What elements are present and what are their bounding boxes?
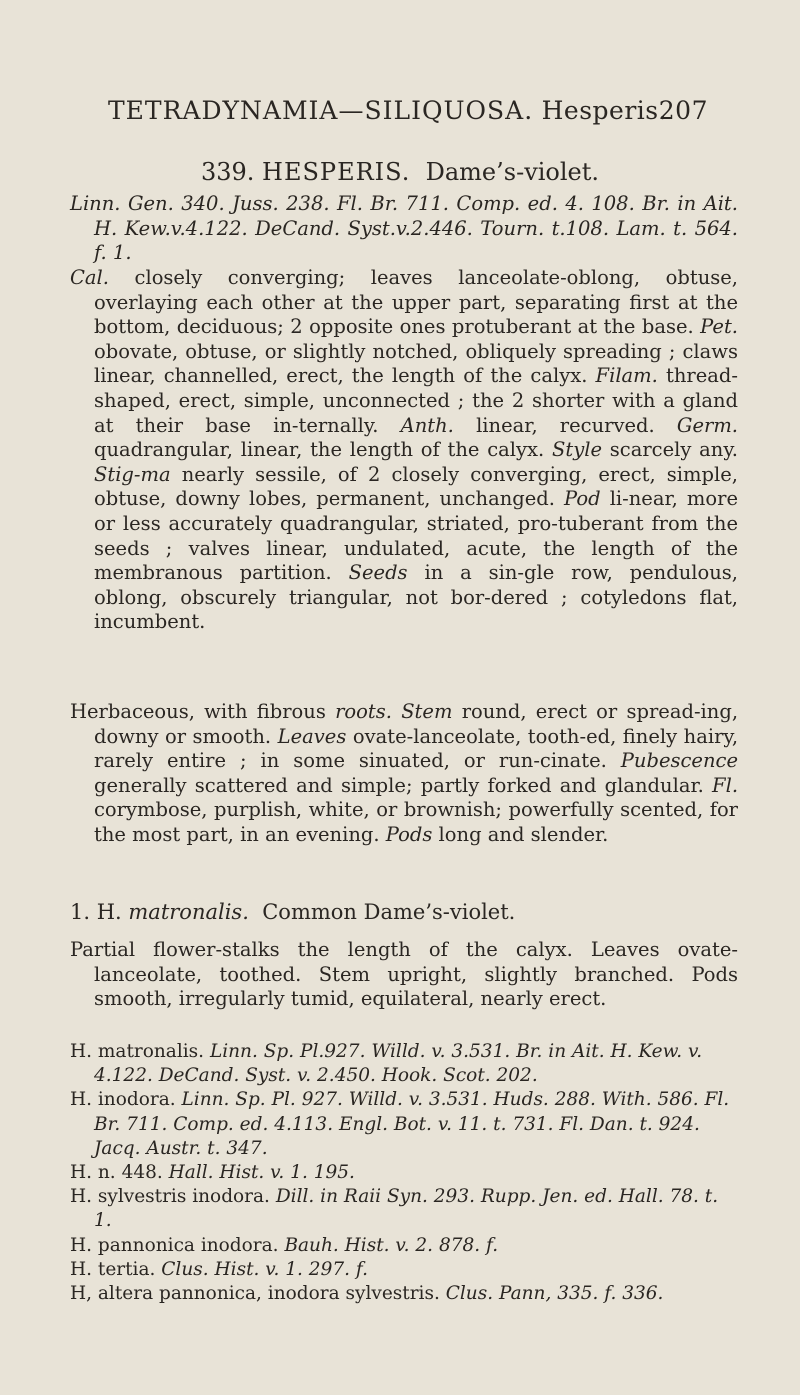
ref-comp: Comp. ed. 4. 108. [456,192,635,215]
habit-paragraph [70,700,738,848]
diagnosis-part-1: Partial flower-stalks the length of the calyx. [70,938,573,961]
synonym-entry [70,1161,738,1185]
habit-intro: Herbaceous, with fibrous [70,700,326,723]
text-pod: li-near, more or less accurately quadrangular, striated, pro-tuberant from the seeds ; valves linear, undulated, acute, the length of the membranous partition. [94,487,739,585]
synonym-refs: Dill. in Raii Syn. 293. Rupp. Jen. ed. Hall. 78. t. 1. [94,1186,719,1232]
page-number: 207 [658,96,708,125]
label-roots: roots. [335,700,392,723]
genus-references [70,192,738,266]
diagnosis-part-3: Stem upright, slightly branched. [318,962,675,986]
ref-decand: DeCand. Syst.v.2.446. [255,216,473,240]
synonym-refs: Linn. Sp. Pl.927. Willd. v. 3.531. Br. in Ait. H. Kew. v. 4.122. DeCand. Syst. v. 2.450. Hook. Scot. 202. [94,1041,703,1087]
synonym-refs: Linn. Sp. Pl. 927. Willd. v. 3.531. Huds. 288. With. 586. Fl. Br. 711. Comp. ed. 4.113. Engl. Bot. v. 11. t. 731. Fl. Dan. t. 924. Jacq. Austr. t. 347. [94,1089,730,1159]
label-cal: Cal. [70,266,109,289]
label-germ: Germ. [676,413,739,437]
synonym-name: H. pannonica inodora. [70,1234,279,1256]
synonym-list [70,1040,738,1306]
description-paragraph [70,266,738,635]
header-class-order: TETRADYNAMIA—SILIQUOSA. [108,96,534,125]
ref-br-ait: Br. in Ait. H. Kew.v.4.122. [94,192,738,240]
text-pubescence: generally scattered and simple; partly forked and glandular. [94,773,704,797]
synonym-refs: Hall. Hist. v. 1. 195. [168,1162,355,1184]
synonym-name: H. sylvestris inodora. [70,1186,270,1208]
text-fl: corymbose, purplish, white, or brownish; powerfully scented, for the most part, in an evening. [94,798,738,846]
text-cal: closely converging; leaves lanceolate-oblong, obtuse, overlaying each other at the upper part, separating first at the bottom, deciduous; 2 opposite ones protuberant at the base. [94,266,739,339]
label-stigma: Stig-ma [94,462,171,486]
label-style: Style [552,438,603,462]
synonym-entry [70,1234,738,1258]
text-seeds: in a sin-gle row, pendulous, oblong, obscurely triangular, not bor-dered ; cotyledons flat, incumbent. [94,561,738,634]
synonym-refs: Clus. Hist. v. 1. 297. f. [161,1258,368,1280]
synonym-name: H. matronalis. [70,1041,205,1062]
label-pod: Pod [564,487,601,511]
generic-description [70,266,738,635]
genus-common-name: Dame’s-violet. [425,158,600,186]
species-diagnosis [70,938,738,1012]
genus-title [0,158,800,186]
species-heading [70,900,738,924]
label-filam: Filam. [595,364,658,388]
text-stigma: nearly sessile, of 2 closely converging, erect, simple, obtuse, downy lobes, permanent, unchanged. [94,462,738,511]
running-header [108,96,708,125]
synonym-refs: Bauh. Hist. v. 2. 878. f. [284,1234,499,1256]
synonym-entry [70,1040,738,1088]
synonym-name: H, altera pannonica, inodora sylvestris. [70,1283,440,1305]
ref-juss: Juss. 238. [232,192,330,215]
ref-linn-gen: Linn. Gen. 340. [70,192,225,215]
references-paragraph [70,192,738,266]
header-genus: Hesperis. [541,96,668,125]
text-pet: obovate, obtuse, or slightly notched, obliquely spreading ; claws linear, channelled, erect, the length of the calyx. [94,339,738,388]
genus-name: HESPERIS. [262,158,411,186]
label-leaves: Leaves [277,724,347,748]
label-fl: Fl. [712,773,739,797]
text-stem: round, erect or spread-ing, downy or smooth. [94,700,739,748]
label-seeds: Seeds [348,561,408,585]
synonym-name: H. tertia. [70,1258,156,1280]
synonym-entry [70,1282,738,1306]
synonym-refs: Clus. Pann, 335. f. 336. [445,1283,664,1305]
synonym-name: H. n. 448. [70,1162,163,1184]
ref-lam: Lam. t. 564. f. 1. [94,216,739,265]
text-germ: quadrangular, linear, the length of the calyx. [94,438,545,462]
synonym-entry [70,1258,738,1282]
text-anth: linear, recurved. [476,413,655,437]
species-common-name: Common Dame’s-violet. [262,900,516,924]
synonym-name: H. inodora. [70,1089,176,1111]
label-pet: Pet. [700,315,738,339]
species-number: 1. H. [70,900,122,924]
text-filam: thread-shaped, erect, simple, unconnected ; the 2 shorter with a gland at their base in-ternally. [94,364,738,437]
genus-number: 339. [200,158,255,186]
label-stem: Stem [401,700,453,723]
ref-tourn: Tourn. t.108. [480,216,610,240]
synonym-entry [70,1088,738,1161]
text-style: scarcely any. [609,438,738,462]
label-pods: Pods [385,822,433,846]
species-name: matronalis. [128,900,249,924]
label-anth: Anth. [400,413,454,437]
diagnosis-part-2: Leaves ovate-lanceolate, toothed. [94,938,738,986]
habit-description [70,700,738,848]
synonym-entry [70,1185,738,1233]
label-pubescence: Pubescence [620,749,738,773]
diagnosis-paragraph [70,938,738,1012]
text-leaves: ovate-lanceolate, tooth-ed, finely hairy, rarely entire ; in some sinuated, or run-cinate. [94,724,739,773]
diagnosis-part-4: Pods smooth, irregularly tumid, equilateral, nearly erect. [94,962,738,1011]
text-pods: long and slender. [438,822,609,846]
ref-fl-br: Fl. Br. 711. [337,192,449,215]
